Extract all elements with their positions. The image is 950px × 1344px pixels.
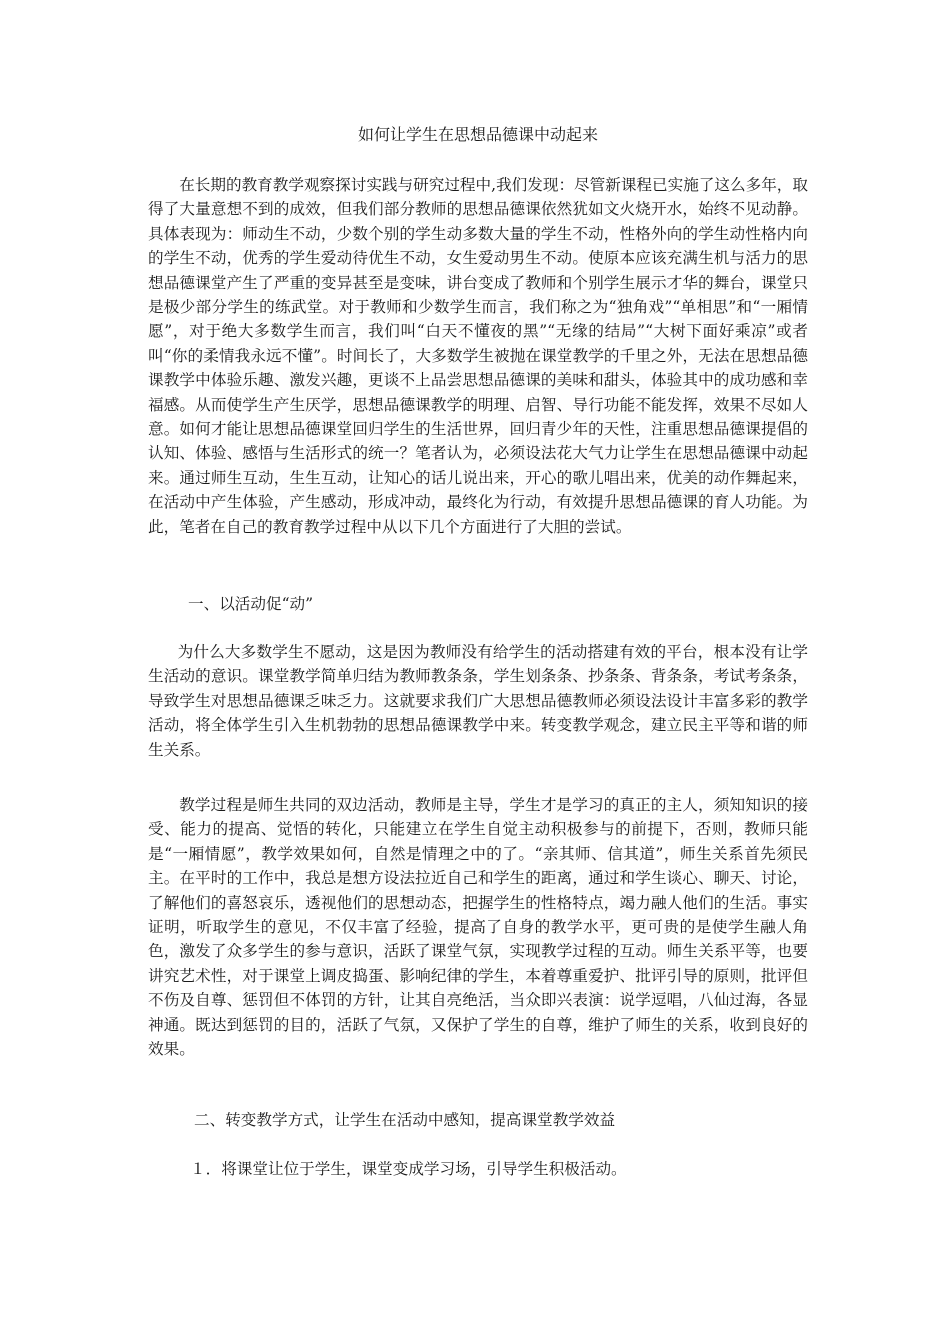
section-heading-2: 二、转变教学方式，让学生在活动中感知，提高课堂教学效益 bbox=[194, 1111, 616, 1129]
paragraph-teacher-student: 教学过程是师生共同的双边活动，教师是主导，学生才是学习的真正的主人，须知知识的接受、能力的提高、觉悟的转化，只能建立在学生自觉主动积极参与的前提下，否则，教师只能是“一厢情愿”，教学效果如何，自然是情理之中的了。“亲其师、信其道”，师生关系首先须民主。在平时的工作中，我总是想方设法拉近自己和学生的距离，通过和学生谈心、聊天、讨论，了解他们的喜怒哀乐，透视他们的思想动态，把握学生的性格特点，竭力融人他们的生活。事实证明，听取学生的意见，不仅丰富了经验，提高了自身的教学水平，更可贵的是使学生融人角色，激发了众多学生的参与意识，活跃了课堂气氛，实现教学过程的互动。师生关系平等，也要讲究艺术性，对于课堂上调皮捣蛋、影响纪律的学生，本着尊重爱护、批评引导的原则，批评但不伤及自尊、惩罚但不体罚的方针，让其自亮绝活，当众即兴表演：说学逗唱，八仙过海，各显神通。既达到惩罚的目的，活跃了气氛，又保护了学生的自尊，维护了师生的关系，收到良好的效果。 bbox=[148, 796, 808, 1059]
paragraph-intro: 在长期的教育教学观察探讨实践与研究过程中,我们发现：尽管新课程已实施了这么多年，取得了大量意想不到的成效，但我们部分教师的思想品德课依然犹如文火烧开水，始终不见动静。具体表现为：师动生不动，少数个别的学生动多数大量的学生不动，性格外向的学生动性格内向的学生不动，优秀的学生爱动待优生不动，女生爱动男生不动。使原本应该充满生机与活力的思想品德课堂产生了严重的变异甚至是变味，讲台变成了教师和个别学生展示才华的舞台，课堂只是极少部分学生的练武堂。对于教师和少数学生而言，我们称之为“独角戏”“单相思”和“一厢情愿”，对于绝大多数学生而言，我们叫“白天不懂夜的黑”“无缘的结局”“大树下面好乘凉”或者叫“你的柔情我永远不懂”。时间长了，大多数学生被抛在课堂教学的千里之外，无法在思想品德课教学中体验乐趣、激发兴趣，更谈不上品尝思想品德课的美味和甜头，体验其中的成功感和幸福感。从而使学生产生厌学，思想品德课教学的明理、启智、导行功能不能发挥，效果不尽如人意。如何才能让思想品德课堂回归学生的生活世界，回归青少年的天性，注重思想品德课提倡的认知、体验、感悟与生活形式的统一？笔者认为，必须设法花大气力让学生在思想品德课中动起来。通过师生互动，生生互动，让知心的话儿说出来，开心的歌儿唱出来，优美的动作舞起来，在活动中产生体验，产生感动，形成冲动，最终化为行动，有效提升思想品德课的育人功能。为此，笔者在自己的教育教学过程中从以下几个方面进行了大胆的尝试。 bbox=[148, 176, 808, 536]
section-heading-1: 一、以活动促“动” bbox=[188, 595, 314, 613]
subsection-heading-1: １．将课堂让位于学生，课堂变成学习场，引导学生积极活动。 bbox=[190, 1160, 627, 1178]
document-title: 如何让学生在思想品德课中动起来 bbox=[357, 125, 598, 144]
paragraph-activity: 为什么大多数学生不愿动，这是因为教师没有给学生的活动搭建有效的平台，根本没有让学生活动的意识。课堂教学简单归结为教师教条条，学生划条条、抄条条、背条条，考试考条条，导致学生对思想品德课乏味乏力。这就要求我们广大思想品德教师必须设法设计丰富多彩的教学活动，将全体学生引入生机勃勃的思想品德课教学中来。转变教学观念，建立民主平等和谐的师生关系。 bbox=[148, 643, 808, 759]
